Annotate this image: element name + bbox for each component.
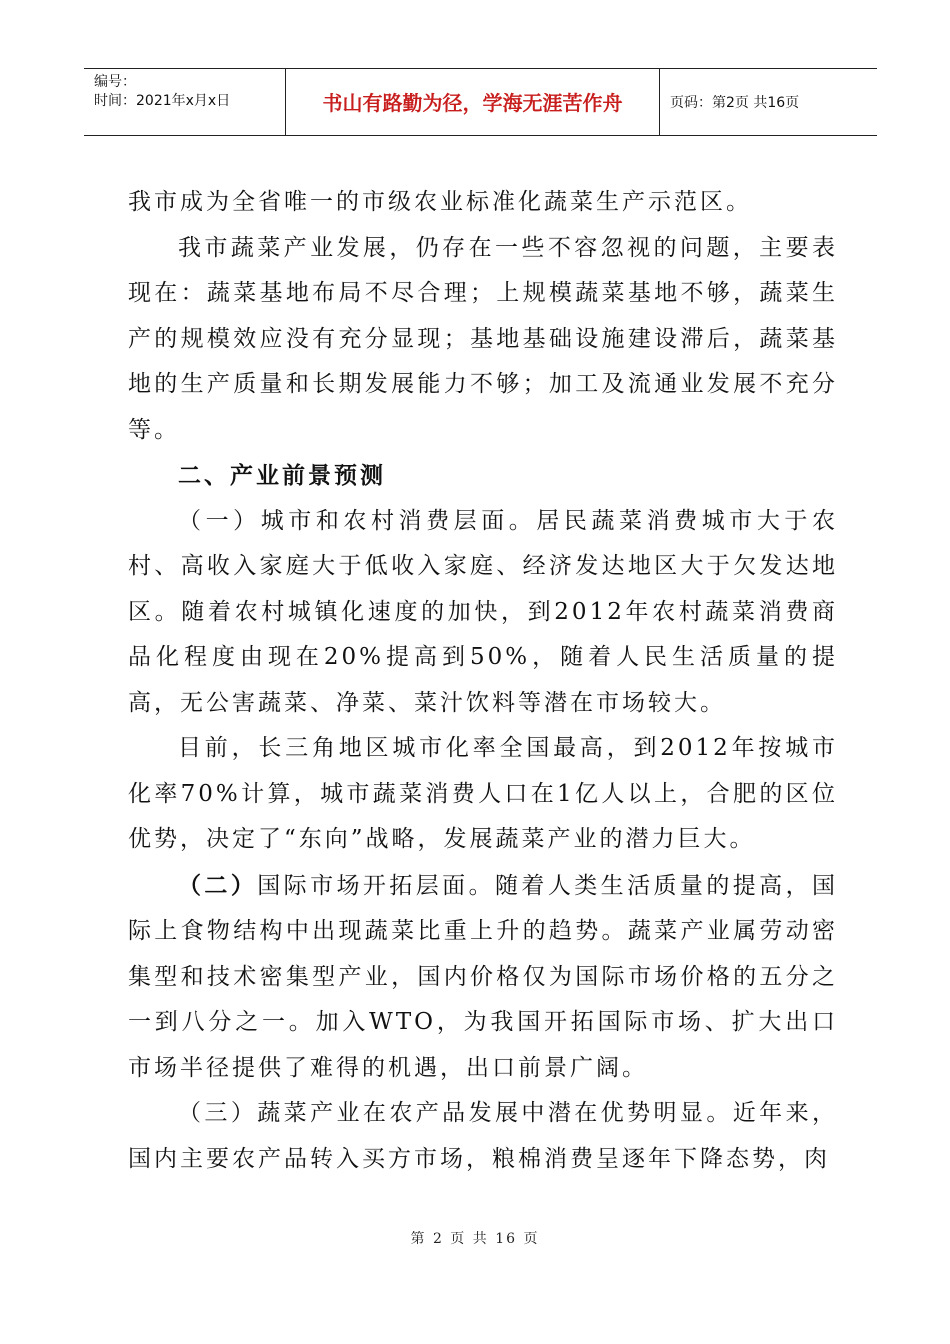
- paragraph-potential-advantage: （三）蔬菜产业在农产品发展中潜在优势明显。近年来，国内主要农产品转入买方市场，粮棉消费呈逐年下降态势，肉: [128, 1100, 838, 1172]
- paragraph-international-market: [128, 863, 838, 1092]
- header-motto-cell: [286, 69, 660, 135]
- header-meta-cell: [84, 69, 286, 135]
- paragraph-problems: 我市蔬菜产业发展，仍存在一些不容忽视的问题，主要表现在：蔬菜基地布局不尽合理；上规模蔬菜基地不够，蔬菜生产的规模效应没有充分显现；基地基础设施建设滞后，蔬菜基地的生产质量和长期发展能力不够；加工及流通业发展不充分等。: [128, 234, 838, 443]
- paragraph-lead-number: （二）: [178, 871, 258, 899]
- paragraph-international-text: 国际市场开拓层面。随着人类生活质量的提高，国际上食物结构中出现蔬菜比重上升的趋势。蔬菜产业属劳动密集型和技术密集型产业，国内价格仅为国际市场价格的五分之一到八分之一。加入WTO，为我国开拓国际市场、扩大出口市场半径提供了难得的机遇，出口前景广阔。: [128, 872, 838, 1081]
- paragraph-continuation: 我市成为全省唯一的市级农业标准化蔬菜生产示范区。: [128, 189, 752, 215]
- page-footer: 第 2 页 共 16 页: [410, 1231, 540, 1247]
- header-page-code: 页码：第2页 共16页: [670, 95, 800, 111]
- header-page-cell: [660, 69, 877, 135]
- document-number-label: 编号：: [94, 74, 136, 90]
- paragraph-consumption: （一）城市和农村消费层面。居民蔬菜消费城市大于农村、高收入家庭大于低收入家庭、经济发达地区大于欠发达地区。随着农村城镇化速度的加快，到2012年农村蔬菜消费商品化程度由现在20%提高到50%，随着人民生活质量的提高，无公害蔬菜、净菜、菜汁饮料等潜在市场较大。: [128, 507, 838, 716]
- document-header: [84, 68, 877, 136]
- section-heading: 二、产业前景预测: [178, 462, 386, 489]
- document-body: [128, 180, 838, 1182]
- header-motto: 书山有路勤为径，学海无涯苦作舟: [322, 91, 623, 115]
- document-time-label: 时间：2021年x月x日: [94, 93, 231, 109]
- paragraph-yangtze-delta: 目前，长三角地区城市化率全国最高，到2012年按城市化率70%计算，城市蔬菜消费人口在1亿人以上，合肥的区位优势，决定了“东向”战略，发展蔬菜产业的潜力巨大。: [128, 735, 838, 852]
